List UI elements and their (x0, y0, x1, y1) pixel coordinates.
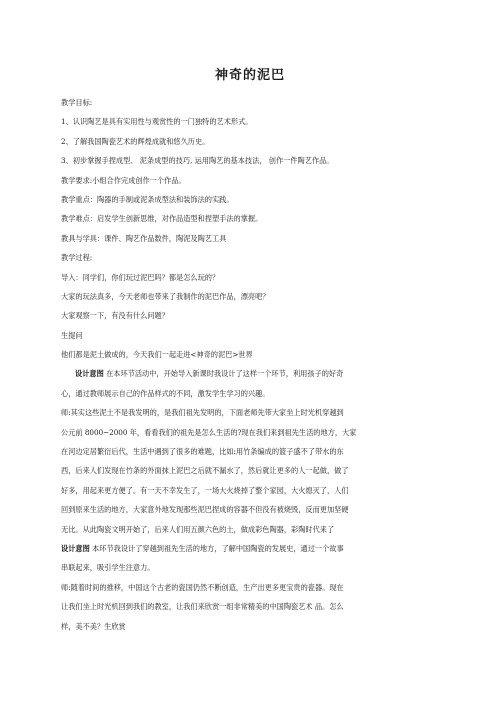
text-line: 在河边定居繁衍后代，生活中遇到了很多的难题，比如:用竹条编成的篮子盛不了带水的东 (61, 447, 344, 457)
text-line: 无比。从此陶瓷文明开始了，后来人们用五颜六色的土，做成彩色陶器，彩陶时代来了 (61, 524, 335, 534)
text-line: 师:随着时间的推移，中国这个古老的瓷国仍然不断创造，生产出更多更宝贵的瓷器。现在 (61, 582, 344, 592)
text-line: 好多，用起来更方便了。有一天不幸发生了，一场大火烧掉了整个家园，大火熄灭了，人们 (61, 485, 349, 495)
text-line: 在本环节活动中，开始导入新课时我设计了这样一个环节，利用孩子的好奇 (106, 369, 344, 379)
text-line: 1、认识陶艺是具有实用性与观赏性的一门独特的艺术形式。 (61, 117, 253, 127)
text-line: 心，通过教师展示自己的作品样式的不同，激发学生学习的兴趣。 (61, 388, 270, 398)
text-line: 大家的玩法真多，今天老师也带来了我制作的泥巴作品，漂亮吧？ (61, 291, 270, 301)
text-line: 让我们坐上时光机回到我们的教室，让我们来欣赏一组非常精美的中国陶瓷艺术 品。怎么 (61, 602, 344, 612)
design-intent-paragraph (61, 543, 444, 556)
text-line: 西，后来人们发现在竹条的外面抹上泥巴之后就不漏水了，然后就让更多的人一起做，做了 (61, 466, 349, 476)
text-line: 他们都是泥土做成的，今天我们一起走进<神奇的泥巴>世界 (61, 350, 253, 360)
text-line: 教学过程: (61, 253, 93, 263)
text-line: 回到原来生活的地方，大家意外地发现那些泥巴捏成的容器不但没有被烧毁，反而更加坚硬 (61, 505, 349, 515)
text-line: 样，美不美？生欣赏 (61, 621, 126, 631)
design-intent-paragraph (61, 368, 444, 381)
text-line: 师:其实这些泥土不是我发明的，是我们祖先发明的，下面老师先带大家坐上时光机穿越到 (61, 408, 344, 418)
text-line: 教学要求:小组合作完成创作一个作品。 (61, 175, 186, 185)
text-line: 3、初步掌握手捏成型、 泥条成型的技巧, 运用陶艺的基本技法， 创作一件陶艺作品。 (61, 156, 334, 166)
text-line: 生提问 (61, 330, 83, 340)
text-line: 公元前 8000~2000 年，看看我们的祖先是怎么生活的?现在我们来到祖先生活的地方，大家 (61, 427, 357, 437)
document-body (61, 97, 444, 633)
text-line: 本环节我设计了穿越到祖先生活的地方，了解中国陶瓷的发展史，通过一个故事 (92, 543, 344, 553)
document-title: 神奇的泥巴 (214, 68, 285, 83)
design-intent-label: 设计意图 (75, 369, 104, 379)
text-line: 串联起来，吸引学生注意力。 (61, 563, 155, 573)
text-line: 教学重点：陶器的手制或泥条成型法和装饰法的实践。 (61, 194, 234, 204)
text-line: 2、了解我国陶瓷艺术的辉煌成就和悠久历史。 (61, 136, 210, 146)
text-line: 教学难点：启发学生创新思维，对作品造型和捏塑手法的掌握。 (61, 214, 263, 224)
text-line: 导入：同学们，你们玩过泥巴吗？都是怎么玩的？ (61, 272, 220, 282)
design-intent-label: 设计意图 (61, 543, 90, 553)
text-line: 教具与学具：课件、陶艺作品数件，陶泥及陶艺工具 (61, 233, 227, 243)
text-line: 教学目标: (61, 98, 93, 107)
text-line: 大家观察一下，有没有什么问题？ (61, 311, 169, 321)
